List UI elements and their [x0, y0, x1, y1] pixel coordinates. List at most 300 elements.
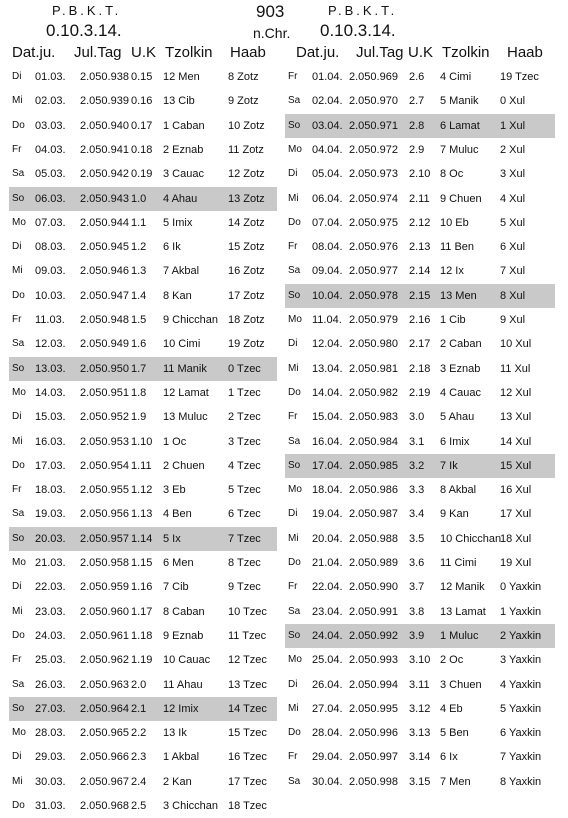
cell-date-right: 06.04. — [312, 193, 343, 205]
cell-dow-left: Sa — [12, 679, 25, 690]
cell-date-right: 09.04. — [312, 265, 343, 277]
cell-haab-right: 19 Tzec — [500, 71, 539, 83]
cell-haab-right: 3 Xul — [500, 168, 526, 180]
cell-tz-left: 12 Men — [163, 71, 200, 83]
cell-haab-left: 19 Zotz — [228, 338, 265, 350]
cell-uk-right: 3.10 — [409, 654, 431, 666]
cell-dow-left: Fr — [12, 654, 22, 665]
cell-dow-left: Di — [12, 751, 22, 762]
cell-haab-right: 7 Yaxkin — [500, 751, 542, 763]
cell-dow-right: Fr — [288, 751, 298, 762]
cell-haab-right: 15 Xul — [500, 460, 532, 472]
cell-date-left: 29.03. — [35, 751, 66, 763]
cell-haab-left: 16 Zotz — [228, 265, 265, 277]
cell-jul-left: 2.050.942 — [80, 168, 129, 180]
cell-dow-right: Do — [288, 727, 301, 738]
cell-jul-right: 2.050.984 — [349, 436, 398, 448]
cell-haab-left: 9 Zotz — [228, 95, 259, 107]
cell-jul-left: 2.050.951 — [80, 387, 129, 399]
cell-uk-left: 1.6 — [131, 338, 147, 350]
cell-tz-left: 9 Chicchan — [163, 314, 219, 326]
cell-haab-right: 4 Xul — [500, 193, 526, 205]
cell-tz-right: 10 Chicchan — [440, 533, 502, 545]
cell-dow-right: So — [288, 630, 301, 641]
cell-jul-left: 2.050.963 — [80, 679, 129, 691]
cell-uk-left: 0.15 — [131, 71, 153, 83]
left-long-count-date: 0.10.3.14. — [46, 21, 122, 40]
cell-dow-left: Sa — [12, 338, 25, 349]
cell-tz-left: 3 Chicchan — [163, 800, 219, 812]
cell-haab-right: 2 Xul — [500, 144, 526, 156]
cell-dow-right: Mo — [288, 484, 302, 495]
cell-haab-right: 13 Xul — [500, 411, 532, 423]
cell-dow-left: Mo — [12, 557, 26, 568]
cell-jul-right: 2.050.992 — [349, 630, 398, 642]
cell-dow-right: Sa — [288, 265, 301, 276]
col-header-haab-right: Haab — [507, 44, 543, 61]
cell-tz-left: 8 Caban — [163, 606, 205, 618]
cell-date-right: 11.04. — [312, 314, 342, 326]
col-header-tzolkin-left: Tzolkin — [165, 44, 213, 61]
cell-jul-left: 2.050.961 — [80, 630, 129, 642]
cell-haab-right: 8 Xul — [500, 290, 526, 302]
cell-uk-left: 1.1 — [131, 217, 147, 229]
cell-haab-right: 14 Xul — [500, 436, 532, 448]
cell-jul-left: 2.050.938 — [80, 71, 129, 83]
cell-haab-left: 17 Tzec — [228, 776, 267, 788]
cell-jul-right: 2.050.974 — [349, 193, 398, 205]
cell-dow-right: Sa — [288, 95, 301, 106]
cell-tz-left: 11 Manik — [163, 363, 207, 375]
cell-dow-right: Mi — [288, 363, 299, 374]
cell-uk-left: 1.5 — [131, 314, 147, 326]
cell-jul-right: 2.050.975 — [349, 217, 398, 229]
cell-date-left: 13.03. — [35, 363, 66, 375]
cell-dow-right: Di — [288, 679, 298, 690]
cell-uk-left: 1.16 — [131, 581, 153, 593]
cell-jul-left: 2.050.945 — [80, 241, 129, 253]
cell-dow-left: So — [12, 533, 25, 544]
cell-date-left: 28.03. — [35, 727, 66, 739]
cell-tz-left: 2 Kan — [163, 776, 192, 788]
cell-date-left: 17.03. — [35, 460, 66, 472]
cell-date-right: 23.04. — [312, 606, 343, 618]
cell-haab-left: 18 Tzec — [228, 800, 267, 812]
cell-dow-left: Mi — [12, 95, 23, 106]
cell-jul-right: 2.050.980 — [349, 338, 398, 350]
col-header-julday-left: Jul.Tag — [74, 44, 122, 61]
col-header-julday-right: Jul.Tag — [356, 44, 404, 61]
cell-uk-right: 3.13 — [409, 727, 431, 739]
cell-jul-left: 2.050.946 — [80, 265, 129, 277]
cell-tz-right: 5 Ben — [440, 727, 469, 739]
cell-tz-right: 1 Cib — [440, 314, 466, 326]
cell-jul-right: 2.050.987 — [349, 508, 398, 520]
cell-date-left: 12.03. — [35, 338, 66, 350]
cell-haab-left: 10 Tzec — [228, 606, 267, 618]
cell-uk-right: 2.11 — [409, 193, 430, 205]
cell-haab-left: 12 Zotz — [228, 168, 265, 180]
cell-date-right: 20.04. — [312, 533, 343, 545]
cell-uk-left: 1.2 — [131, 241, 147, 253]
cell-date-right: 12.04. — [312, 338, 343, 350]
cell-haab-left: 3 Tzec — [228, 436, 261, 448]
cell-dow-right: Sa — [288, 776, 301, 787]
cell-date-left: 09.03. — [35, 265, 66, 277]
cell-date-left: 06.03. — [35, 193, 66, 205]
cell-date-right: 24.04. — [312, 630, 343, 642]
cell-jul-right: 2.050.982 — [349, 387, 398, 399]
cell-dow-left: Do — [12, 800, 25, 811]
cell-dow-left: Di — [12, 411, 22, 422]
cell-jul-left: 2.050.952 — [80, 411, 129, 423]
cell-uk-right: 3.15 — [409, 776, 431, 788]
cell-jul-right: 2.050.971 — [349, 120, 398, 132]
cell-haab-left: 15 Tzec — [228, 727, 267, 739]
cell-date-left: 15.03. — [35, 411, 66, 423]
cell-date-right: 27.04. — [312, 703, 343, 715]
cell-jul-left: 2.050.954 — [80, 460, 129, 472]
cell-haab-left: 11 Tzec — [228, 630, 267, 642]
cell-date-right: 04.04. — [312, 144, 343, 156]
col-header-uk-left: U.K — [131, 44, 157, 61]
cell-haab-right: 3 Yaxkin — [500, 654, 542, 666]
cell-tz-right: 3 Chuen — [440, 679, 482, 691]
cell-uk-right: 3.0 — [409, 411, 425, 423]
cell-haab-left: 6 Tzec — [228, 508, 261, 520]
cell-dow-right: Fr — [288, 581, 298, 592]
cell-haab-right: 1 Yaxkin — [500, 606, 542, 618]
cell-dow-right: Mo — [288, 314, 302, 325]
cell-date-left: 20.03. — [35, 533, 66, 545]
cell-haab-left: 16 Tzec — [228, 751, 267, 763]
cell-uk-right: 3.2 — [409, 460, 425, 472]
cell-dow-right: Di — [288, 338, 298, 349]
cell-haab-right: 8 Yaxkin — [500, 776, 542, 788]
cell-dow-left: Mo — [12, 387, 26, 398]
cell-haab-right: 2 Yaxkin — [500, 630, 542, 642]
cell-date-left: 24.03. — [35, 630, 66, 642]
cell-jul-right: 2.050.994 — [349, 679, 398, 691]
cell-date-right: 02.04. — [312, 95, 343, 107]
cell-jul-right: 2.050.981 — [349, 363, 398, 375]
col-header-haab-left: Haab — [230, 44, 266, 61]
cell-uk-right: 2.12 — [409, 217, 431, 229]
cell-jul-left: 2.050.956 — [80, 508, 129, 520]
cell-date-right: 03.04. — [312, 120, 343, 132]
cell-date-left: 05.03. — [35, 168, 66, 180]
cell-jul-right: 2.050.991 — [349, 606, 398, 618]
cell-uk-left: 1.10 — [131, 436, 153, 448]
cell-dow-right: Fr — [288, 241, 298, 252]
cell-tz-left: 12 Imix — [163, 703, 199, 715]
cell-date-right: 05.04. — [312, 168, 343, 180]
cell-jul-right: 2.050.993 — [349, 654, 398, 666]
cell-dow-right: Sa — [288, 436, 301, 447]
cell-jul-right: 2.050.976 — [349, 241, 398, 253]
cell-date-left: 02.03. — [35, 95, 66, 107]
cell-jul-left: 2.050.944 — [80, 217, 129, 229]
cell-jul-right: 2.050.979 — [349, 314, 398, 326]
cell-haab-left: 13 Zotz — [228, 193, 265, 205]
cell-dow-right: Fr — [288, 71, 298, 82]
right-calendar-label: P.B.K.T. — [328, 3, 398, 18]
cell-dow-right: Di — [288, 168, 298, 179]
cell-uk-right: 2.18 — [409, 363, 431, 375]
cell-haab-right: 7 Xul — [500, 265, 526, 277]
cell-date-right: 28.04. — [312, 727, 343, 739]
cell-haab-left: 9 Tzec — [228, 581, 261, 593]
cell-uk-right: 2.8 — [409, 120, 425, 132]
cell-tz-right: 12 Manik — [440, 581, 485, 593]
col-header-tzolkin-right: Tzolkin — [442, 44, 490, 61]
cell-haab-right: 6 Yaxkin — [500, 727, 542, 739]
cell-dow-left: Mi — [12, 436, 23, 447]
cell-jul-left: 2.050.964 — [80, 703, 129, 715]
cell-haab-left: 1 Tzec — [228, 387, 261, 399]
cell-date-right: 16.04. — [312, 436, 343, 448]
cell-uk-left: 1.15 — [131, 557, 153, 569]
cell-jul-left: 2.050.966 — [80, 751, 129, 763]
cell-uk-left: 1.19 — [131, 654, 153, 666]
cell-dow-right: Mo — [288, 654, 302, 665]
cell-uk-right: 2.14 — [409, 265, 431, 277]
cell-uk-left: 2.2 — [131, 727, 147, 739]
col-header-date-left: Dat.ju. — [12, 44, 56, 61]
cell-haab-right: 19 Xul — [500, 557, 532, 569]
cell-dow-left: Di — [12, 71, 22, 82]
cell-tz-right: 4 Eb — [440, 703, 463, 715]
cell-uk-right: 3.12 — [409, 703, 431, 715]
cell-tz-left: 12 Lamat — [163, 387, 209, 399]
cell-tz-right: 4 Cauac — [440, 387, 481, 399]
cell-dow-left: Mi — [12, 606, 23, 617]
cell-haab-left: 4 Tzec — [228, 460, 261, 472]
cell-tz-right: 8 Akbal — [440, 484, 477, 496]
cell-date-left: 31.03. — [35, 800, 66, 812]
cell-jul-right: 2.050.996 — [349, 727, 398, 739]
cell-jul-left: 2.050.968 — [80, 800, 129, 812]
cell-date-left: 23.03. — [35, 606, 66, 618]
cell-tz-right: 1 Muluc — [440, 630, 479, 642]
cell-jul-left: 2.050.948 — [80, 314, 129, 326]
cell-date-left: 03.03. — [35, 120, 66, 132]
cell-dow-right: Fr — [288, 411, 298, 422]
cell-jul-left: 2.050.962 — [80, 654, 129, 666]
cell-date-left: 22.03. — [35, 581, 66, 593]
cell-jul-right: 2.050.986 — [349, 484, 398, 496]
cell-tz-right: 4 Cimi — [440, 71, 472, 83]
cell-dow-left: Di — [12, 581, 22, 592]
cell-tz-left: 1 Akbal — [163, 751, 200, 763]
cell-uk-left: 1.13 — [131, 508, 153, 520]
cell-tz-left: 10 Cimi — [163, 338, 201, 350]
cell-uk-right: 3.8 — [409, 606, 425, 618]
cell-uk-right: 2.7 — [409, 95, 425, 107]
cell-uk-left: 2.5 — [131, 800, 147, 812]
cell-jul-right: 2.050.989 — [349, 557, 398, 569]
cell-dow-right: Do — [288, 217, 301, 228]
cell-tz-right: 13 Men — [440, 290, 477, 302]
cell-haab-right: 5 Yaxkin — [500, 703, 542, 715]
cell-date-right: 25.04. — [312, 654, 343, 666]
cell-tz-right: 7 Muluc — [440, 144, 479, 156]
cell-date-left: 16.03. — [35, 436, 66, 448]
cell-date-right: 18.04. — [312, 484, 343, 496]
cell-date-left: 25.03. — [35, 654, 66, 666]
cell-jul-right: 2.050.970 — [349, 95, 398, 107]
cell-dow-left: Mi — [12, 776, 23, 787]
cell-tz-right: 8 Oc — [440, 168, 464, 180]
cell-tz-left: 2 Chuen — [163, 460, 205, 472]
cell-jul-left: 2.050.957 — [80, 533, 129, 545]
cell-jul-right: 2.050.977 — [349, 265, 398, 277]
cell-uk-left: 1.14 — [131, 533, 153, 545]
cell-uk-left: 1.11 — [131, 460, 152, 472]
cell-date-left: 11.03. — [35, 314, 65, 326]
cell-jul-left: 2.050.949 — [80, 338, 129, 350]
cell-jul-left: 2.050.959 — [80, 581, 129, 593]
cell-tz-right: 6 Imix — [440, 436, 470, 448]
cell-dow-left: Sa — [12, 508, 25, 519]
cell-dow-left: Mo — [12, 217, 26, 228]
cell-dow-left: Fr — [12, 144, 22, 155]
cell-date-right: 01.04. — [312, 71, 343, 83]
cell-date-right: 30.04. — [312, 776, 343, 788]
cell-haab-left: 17 Zotz — [228, 290, 265, 302]
cell-date-right: 10.04. — [312, 290, 343, 302]
cell-uk-left: 1.0 — [131, 193, 147, 205]
cell-jul-left: 2.050.965 — [80, 727, 129, 739]
cell-dow-right: So — [288, 460, 301, 471]
cell-dow-left: Do — [12, 120, 25, 131]
cell-tz-left: 3 Cauac — [163, 168, 204, 180]
cell-date-left: 19.03. — [35, 508, 66, 520]
cell-date-left: 01.03. — [35, 71, 66, 83]
cell-jul-right: 2.050.990 — [349, 581, 398, 593]
cell-haab-left: 15 Zotz — [228, 241, 265, 253]
cell-haab-right: 0 Xul — [500, 95, 526, 107]
col-header-date-right: Dat.ju. — [296, 44, 340, 61]
cell-date-right: 14.04. — [312, 387, 343, 399]
cell-uk-left: 0.17 — [131, 120, 153, 132]
cell-jul-left: 2.050.955 — [80, 484, 129, 496]
cell-uk-left: 1.3 — [131, 265, 147, 277]
cell-haab-right: 16 Xul — [500, 484, 532, 496]
cell-haab-right: 9 Xul — [500, 314, 526, 326]
cell-haab-right: 11 Xul — [500, 363, 531, 375]
cell-date-left: 21.03. — [35, 557, 66, 569]
cell-haab-right: 10 Xul — [500, 338, 532, 350]
cell-dow-right: Do — [288, 387, 301, 398]
cell-uk-left: 1.9 — [131, 411, 147, 423]
cell-tz-right: 11 Cimi — [440, 557, 477, 569]
cell-tz-left: 2 Eznab — [163, 144, 204, 156]
cell-tz-right: 3 Eznab — [440, 363, 481, 375]
cell-uk-right: 2.13 — [409, 241, 431, 253]
cell-date-left: 18.03. — [35, 484, 66, 496]
cell-date-left: 07.03. — [35, 217, 66, 229]
cell-haab-left: 12 Tzec — [228, 654, 267, 666]
cell-uk-right: 3.4 — [409, 508, 425, 520]
cell-tz-right: 11 Ben — [440, 241, 475, 253]
cell-dow-right: Do — [288, 557, 301, 568]
cell-uk-right: 2.19 — [409, 387, 431, 399]
cell-tz-right: 5 Manik — [440, 95, 479, 107]
left-calendar-label: P.B.K.T. — [52, 3, 122, 18]
cell-jul-right: 2.050.983 — [349, 411, 398, 423]
cell-tz-left: 10 Cauac — [163, 654, 211, 666]
cell-haab-left: 8 Tzec — [228, 557, 261, 569]
cell-tz-left: 9 Eznab — [163, 630, 204, 642]
cell-tz-right: 13 Lamat — [440, 606, 486, 618]
cell-jul-right: 2.050.995 — [349, 703, 398, 715]
cell-jul-left: 2.050.939 — [80, 95, 129, 107]
cell-tz-right: 12 Ix — [440, 265, 464, 277]
cell-uk-right: 2.9 — [409, 144, 425, 156]
cell-haab-left: 14 Tzec — [228, 703, 267, 715]
cell-uk-right: 3.1 — [409, 436, 425, 448]
cell-tz-left: 13 Cib — [163, 95, 195, 107]
cell-date-right: 26.04. — [312, 679, 343, 691]
cell-dow-right: Di — [288, 508, 298, 519]
cell-date-left: 04.03. — [35, 144, 66, 156]
cell-dow-right: Mo — [288, 144, 302, 155]
cell-dow-right: So — [288, 120, 301, 131]
cell-dow-left: Do — [12, 630, 25, 641]
cell-tz-left: 6 Ik — [163, 241, 181, 253]
cell-uk-left: 1.4 — [131, 290, 147, 302]
cell-tz-left: 8 Kan — [163, 290, 192, 302]
cell-haab-right: 0 Yaxkin — [500, 581, 542, 593]
year: 903 — [256, 2, 285, 21]
cell-haab-right: 18 Xul — [500, 533, 532, 545]
cell-jul-right: 2.050.972 — [349, 144, 398, 156]
cell-uk-right: 3.14 — [409, 751, 431, 763]
cell-tz-left: 13 Muluc — [163, 411, 208, 423]
cell-tz-right: 7 Men — [440, 776, 471, 788]
cell-haab-left: 2 Tzec — [228, 411, 261, 423]
cell-uk-right: 3.7 — [409, 581, 425, 593]
cell-tz-left: 5 Imix — [163, 217, 193, 229]
cell-date-right: 21.04. — [312, 557, 343, 569]
cell-dow-right: Mi — [288, 193, 299, 204]
cell-date-left: 30.03. — [35, 776, 66, 788]
cell-tz-left: 5 Ix — [163, 533, 181, 545]
cell-tz-left: 11 Ahau — [163, 679, 203, 691]
cell-uk-right: 2.10 — [409, 168, 431, 180]
cell-uk-right: 3.11 — [409, 679, 430, 691]
cell-haab-right: 17 Xul — [500, 508, 532, 520]
cell-tz-right: 6 Lamat — [440, 120, 480, 132]
cell-date-left: 14.03. — [35, 387, 66, 399]
cell-dow-left: So — [12, 363, 25, 374]
cell-uk-left: 1.7 — [131, 363, 147, 375]
cell-uk-right: 3.5 — [409, 533, 425, 545]
cell-haab-left: 5 Tzec — [228, 484, 261, 496]
cell-jul-left: 2.050.941 — [80, 144, 129, 156]
cell-haab-left: 14 Zotz — [228, 217, 265, 229]
cell-dow-left: Mi — [12, 265, 23, 276]
cell-haab-right: 1 Xul — [500, 120, 526, 132]
cell-jul-left: 2.050.960 — [80, 606, 129, 618]
cell-jul-left: 2.050.947 — [80, 290, 129, 302]
cell-tz-right: 10 Eb — [440, 217, 469, 229]
cell-uk-left: 2.0 — [131, 679, 147, 691]
cell-dow-right: Mi — [288, 533, 299, 544]
right-long-count-date: 0.10.3.14. — [320, 21, 396, 40]
cell-tz-right: 7 Ik — [440, 460, 458, 472]
